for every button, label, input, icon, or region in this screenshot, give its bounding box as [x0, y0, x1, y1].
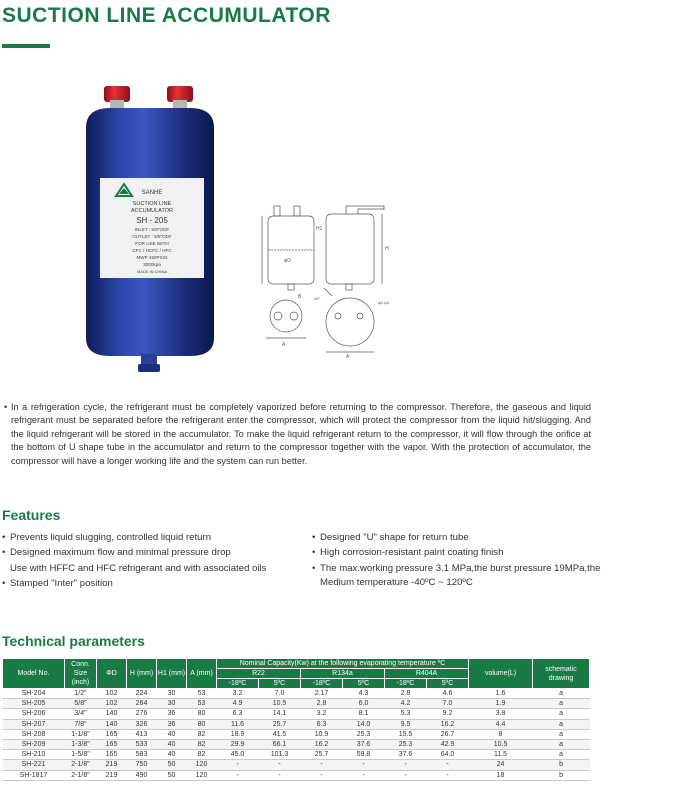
col-a: A (mm): [187, 659, 217, 689]
table-row: [3, 760, 590, 770]
table-cell: 224: [127, 689, 157, 699]
table-cell: 50: [157, 760, 187, 770]
table-cell: SH-208: [3, 729, 65, 739]
table-cell: 326: [127, 719, 157, 729]
table-cell: 11.6: [217, 719, 259, 729]
col-d: ΦD: [97, 659, 127, 689]
table-cell: 583: [127, 750, 157, 760]
table-cell: 1.9: [469, 699, 533, 709]
accumulator-product-image: [80, 84, 220, 376]
feature-text: Use with HFFC and HFC refrigerant and with associated oils: [10, 562, 267, 574]
col-h: H (mm): [127, 659, 157, 689]
table-cell: 2.17: [301, 689, 343, 699]
svg-text:OUTLET : 5/8"ODF: OUTLET : 5/8"ODF: [132, 234, 172, 239]
table-cell: 8: [469, 729, 533, 739]
feature-text: Designed "U" shape for return tube: [320, 532, 469, 543]
table-cell: 2.8: [301, 699, 343, 709]
col-temp: -18ºC: [301, 679, 343, 689]
table-cell: 3.2: [217, 689, 259, 699]
col-capacity: Nominal Capacity(Kw) at the following evaporating temperature ºC: [217, 659, 469, 669]
table-cell: 16.2: [301, 739, 343, 749]
table-cell: -: [259, 760, 301, 770]
drawing-label-angle: 45°: [314, 296, 321, 301]
drawing-label-h: H: [385, 246, 389, 252]
table-cell: 40: [157, 739, 187, 749]
table-cell: 37.6: [343, 739, 385, 749]
table-cell: -: [385, 770, 427, 780]
schematic-drawing: [258, 200, 408, 360]
intro-text: In a refrigeration cycle, the refrigerant must be completely vaporized before returning to the compressor. Therefore, the gaseous and liquid refrigerant must be separated before the refrigerant enter the compressor, which will protect the compressor from the liquid hit/slugging. And the liquid refrigerant will be stored in the accumulator. To make the liquid refrigerant return to the compressor, it will flow through the orifice at the bottom of U shape tube in the accumulator and return to the compressor together with the vapor. With the protection of accumulator, the compressor will have a longer working life and the system can run better.: [11, 402, 591, 466]
table-cell: -: [343, 770, 385, 780]
table-cell: 490: [127, 770, 157, 780]
table-cell: 53: [187, 689, 217, 699]
table-cell: 413: [127, 729, 157, 739]
feature-text: Prevents liquid slugging, controlled liquid return: [10, 532, 212, 543]
table-cell: 1-3/8": [65, 739, 97, 749]
col-conn: Conn. Size (inch): [65, 659, 97, 689]
col-volume: volume(L): [469, 659, 533, 689]
bullet-icon: •: [312, 532, 316, 543]
table-cell: SH-205: [3, 699, 65, 709]
table-cell: 25.3: [343, 729, 385, 739]
table-cell: 37.6: [385, 750, 427, 760]
tech-heading: Technical parameters: [2, 633, 145, 649]
table-cell: 3.8: [469, 709, 533, 719]
bullet-icon: •: [4, 402, 8, 412]
features-list-left: [2, 531, 282, 593]
drawing-label-dim: A: [346, 354, 350, 360]
page-title: SUCTION LINE ACCUMULATOR: [2, 4, 331, 27]
col-temp: 5ºC: [343, 679, 385, 689]
feature-text: High corrosion-resistant paint coating finish: [320, 547, 504, 559]
bullet-icon: •: [312, 562, 316, 574]
table-row: [3, 770, 590, 780]
table-row: [3, 729, 590, 739]
features-heading: Features: [2, 507, 61, 523]
table-cell: b: [533, 770, 590, 780]
table-cell: 6.3: [301, 719, 343, 729]
table-cell: 5/8": [65, 699, 97, 709]
bullet-icon: •: [2, 578, 6, 590]
table-cell: -: [427, 760, 469, 770]
table-cell: a: [533, 689, 590, 699]
table-row: [3, 750, 590, 760]
table-cell: 2-1/8": [65, 760, 97, 770]
table-cell: 40: [157, 729, 187, 739]
table-row: [3, 719, 590, 729]
table-cell: 750: [127, 760, 157, 770]
table-cell: 4.9: [217, 699, 259, 709]
table-cell: 7/8": [65, 719, 97, 729]
table-cell: 10.9: [301, 729, 343, 739]
title-underline: [2, 44, 50, 48]
bullet-icon: •: [312, 547, 316, 559]
table-cell: 3.2: [301, 709, 343, 719]
table-cell: 14.1: [259, 709, 301, 719]
table-cell: 140: [97, 719, 127, 729]
table-cell: 30: [157, 689, 187, 699]
table-cell: 3/4": [65, 709, 97, 719]
table-cell: 40: [157, 750, 187, 760]
table-cell: 5.3: [385, 709, 427, 719]
table-cell: 41.5: [259, 729, 301, 739]
table-cell: -: [343, 760, 385, 770]
outlet-cap: [167, 86, 193, 102]
table-cell: 7.0: [259, 689, 301, 699]
bullet-icon: •: [2, 532, 6, 543]
table-cell: 36: [157, 719, 187, 729]
parameters-table: [2, 658, 590, 781]
inlet-cap: [104, 86, 130, 102]
table-cell: 264: [127, 699, 157, 709]
table-cell: 16.2: [427, 719, 469, 729]
svg-text:SUCTION LINE: SUCTION LINE: [132, 201, 172, 207]
svg-text:MADE IN CHINA: MADE IN CHINA: [136, 269, 168, 274]
col-r404a: R404A: [385, 669, 469, 679]
table-cell: 82: [187, 750, 217, 760]
table-cell: 102: [97, 689, 127, 699]
table-cell: 80: [187, 719, 217, 729]
table-cell: 276: [127, 709, 157, 719]
feature-item: [312, 562, 602, 590]
table-cell: 1-5/8": [65, 750, 97, 760]
table-cell: a: [533, 709, 590, 719]
table-cell: SH-210: [3, 750, 65, 760]
drawing-label-d: φD: [284, 258, 291, 264]
table-cell: 59.8: [343, 750, 385, 760]
table-cell: 42.9: [427, 739, 469, 749]
table-cell: 50: [157, 770, 187, 780]
col-temp: -18ºC: [385, 679, 427, 689]
table-cell: 45.0: [217, 750, 259, 760]
label-model: SH - 205: [136, 216, 168, 225]
table-cell: 26.7: [427, 729, 469, 739]
feature-item: [312, 531, 602, 545]
table-cell: 29.9: [217, 739, 259, 749]
table-cell: 165: [97, 739, 127, 749]
feature-item: [2, 562, 282, 576]
table-cell: 66.1: [259, 739, 301, 749]
table-cell: 8.1: [343, 709, 385, 719]
table-cell: SH-204: [3, 689, 65, 699]
table-cell: 120: [187, 770, 217, 780]
col-h1: H1 (mm): [157, 659, 187, 689]
svg-text:CFC / HCFC / HFC: CFC / HCFC / HFC: [132, 248, 172, 253]
table-cell: 1/2": [65, 689, 97, 699]
bullet-icon: •: [2, 547, 6, 559]
table-cell: -: [217, 760, 259, 770]
drawing-label-pipe: φ2-φ4: [378, 300, 389, 305]
svg-text:INLET : 5/8"ODF: INLET : 5/8"ODF: [134, 227, 170, 232]
table-cell: 165: [97, 729, 127, 739]
col-temp: -18ºC: [217, 679, 259, 689]
svg-text:FOR USE WITH: FOR USE WITH: [135, 241, 169, 246]
feature-item: [2, 546, 282, 560]
table-cell: 64.0: [427, 750, 469, 760]
feature-item: [312, 546, 602, 560]
feature-item: [2, 577, 282, 591]
col-temp: 5ºC: [427, 679, 469, 689]
table-cell: 1-1/8": [65, 729, 97, 739]
table-cell: 2.8: [385, 689, 427, 699]
table-cell: 102: [97, 699, 127, 709]
table-cell: -: [259, 770, 301, 780]
table-cell: 101.3: [259, 750, 301, 760]
label-brand: SANHE: [141, 190, 163, 196]
table-cell: a: [533, 750, 590, 760]
table-cell: -: [301, 760, 343, 770]
table-cell: 219: [97, 770, 127, 780]
table-cell: 2-1/8": [65, 770, 97, 780]
table-cell: 4.3: [343, 689, 385, 699]
table-cell: 25.7: [301, 750, 343, 760]
table-row: [3, 709, 590, 719]
col-r22: R22: [217, 669, 301, 679]
table-cell: 30: [157, 699, 187, 709]
table-cell: 10.5: [259, 699, 301, 709]
table-cell: 4.6: [427, 689, 469, 699]
table-cell: a: [533, 739, 590, 749]
feature-text: The max.working pressure 3.1 MPa,the burst pressure 19MPa,the Medium temperature -40ºC ~ 120ºC: [320, 562, 601, 588]
table-cell: 533: [127, 739, 157, 749]
feature-text: Stamped "Inter" position: [10, 578, 113, 590]
table-cell: -: [385, 760, 427, 770]
table-cell: 9.2: [427, 709, 469, 719]
table-cell: SH-207: [3, 719, 65, 729]
table-cell: 140: [97, 709, 127, 719]
table-cell: 82: [187, 739, 217, 749]
svg-text:ACCUMULATOR: ACCUMULATOR: [131, 208, 173, 214]
table-row: [3, 689, 590, 699]
table-cell: -: [301, 770, 343, 780]
table-cell: 18.9: [217, 729, 259, 739]
table-cell: a: [533, 699, 590, 709]
table-cell: 4.4: [469, 719, 533, 729]
table-cell: 25.3: [385, 739, 427, 749]
table-cell: 9.5: [385, 719, 427, 729]
table-cell: 6.3: [217, 709, 259, 719]
col-r134a: R134a: [301, 669, 385, 679]
table-cell: 7.0: [427, 699, 469, 709]
table-cell: 53: [187, 699, 217, 709]
col-schematic: schematic drawing: [533, 659, 590, 689]
svg-text:MWP 450PSIG: MWP 450PSIG: [136, 255, 168, 260]
table-cell: 80: [187, 709, 217, 719]
table-row: [3, 699, 590, 709]
table-cell: 18: [469, 770, 533, 780]
svg-text:3000kpa: 3000kpa: [143, 262, 161, 267]
table-cell: -: [217, 770, 259, 780]
table-cell: 36: [157, 709, 187, 719]
feature-text: Designed maximum flow and minimal pressure drop: [10, 547, 231, 559]
table-cell: 120: [187, 760, 217, 770]
table-cell: 15.5: [385, 729, 427, 739]
table-cell: 6.0: [343, 699, 385, 709]
table-cell: SH-1817: [3, 770, 65, 780]
col-model: Model No.: [3, 659, 65, 689]
table-cell: 25.7: [259, 719, 301, 729]
drawing-label-b: B: [298, 294, 302, 300]
table-cell: -: [427, 770, 469, 780]
table-cell: SH-206: [3, 709, 65, 719]
intro-paragraph: [4, 401, 591, 468]
table-cell: 14.0: [343, 719, 385, 729]
features-list-right: [312, 531, 602, 591]
drawing-label-h1: H1: [316, 226, 323, 232]
table-cell: 219: [97, 760, 127, 770]
table-cell: SH-209: [3, 739, 65, 749]
table-cell: 82: [187, 729, 217, 739]
table-cell: a: [533, 719, 590, 729]
table-cell: SH-221: [3, 760, 65, 770]
table-cell: 10.5: [469, 739, 533, 749]
table-cell: 165: [97, 750, 127, 760]
feature-item: [2, 531, 282, 545]
table-cell: a: [533, 729, 590, 739]
drawing-label-a: A: [282, 342, 286, 348]
table-row: [3, 739, 590, 749]
table-cell: 4.2: [385, 699, 427, 709]
table-cell: 1.6: [469, 689, 533, 699]
col-temp: 5ºC: [259, 679, 301, 689]
table-cell: b: [533, 760, 590, 770]
table-cell: 11.5: [469, 750, 533, 760]
table-cell: 24: [469, 760, 533, 770]
